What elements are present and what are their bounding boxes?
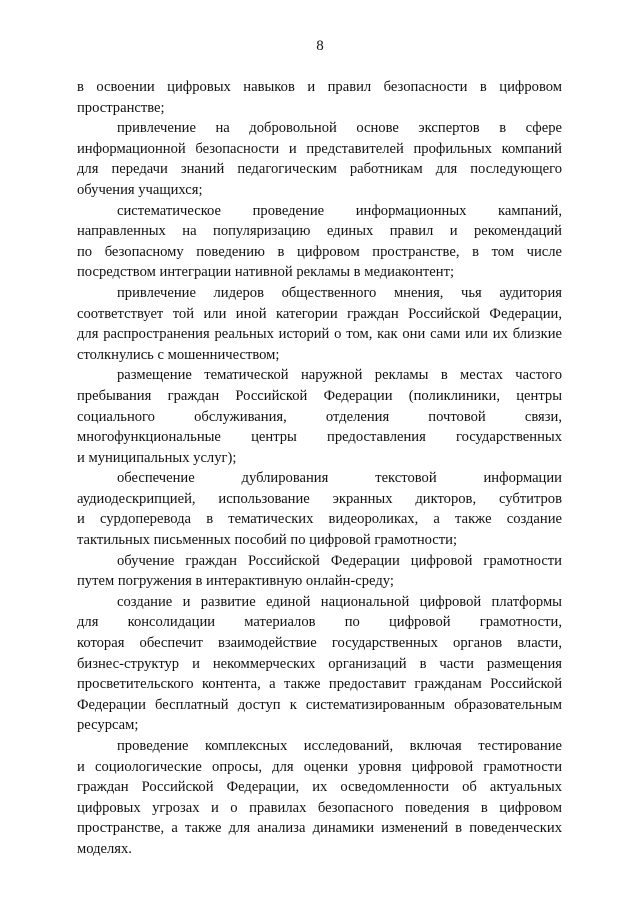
text-line: путем погружения в интерактивную онлайн-среду; [77,573,394,590]
text-line: посредством интеграции нативной рекламы в медиаконтент; [77,264,455,281]
text-line: моделях. [77,840,132,857]
text-line: направленных на популяризацию единых правил и рекомендаций [77,223,562,240]
body-text [77,77,562,860]
text-line: создание и развитие единой национальной цифровой платформы [117,593,562,610]
text-line: просветительского контента, а также предоставит гражданам Российской [77,676,562,693]
text-line: которая обеспечит взаимодействие государственных органов власти, [77,635,562,652]
text-line: обучения учащихся; [77,181,203,198]
page-number: 8 [316,38,324,54]
text-line: привлечение на добровольной основе экспертов в сфере [117,120,562,137]
text-line: граждан Российской Федерации, их осведомленности об актуальных [77,779,562,796]
text-line: систематическое проведение информационных кампаний, [117,202,562,219]
text-line: и социологические опросы, для оценки уровня цифровой грамотности [77,758,562,775]
text-line: пространстве; [77,99,165,116]
text-line: информационной безопасности и представителей профильных компаний [77,140,562,157]
text-line: по безопасному поведению в цифровом пространстве, в том числе [77,243,562,260]
text-line: ресурсам; [77,717,139,734]
text-line: пребывания граждан Российской Федерации (поликлиники, центры [77,387,562,404]
text-line: для передачи знаний педагогическим работникам для последующего [77,161,562,178]
text-line: для распространения реальных историй о том, как они сами или их близкие [77,326,562,343]
text-line: многофункциональные центры предоставления государственных [77,429,562,446]
text-line: цифровых угрозах и о правилах безопасного поведения в цифровом [77,799,562,816]
text-line: обучение граждан Российской Федерации цифровой грамотности [117,552,562,569]
text-line: размещение тематической наружной рекламы в местах частого [117,367,562,384]
text-line: Федерации бесплатный доступ к систематизированным образовательным [77,696,562,713]
text-line: проведение комплексных исследований, включая тестирование [117,738,562,754]
text-line: аудиодескрипцией, использование экранных дикторов, субтитров [77,490,562,507]
text-line: соответствует той или иной категории граждан Российской Федерации, [77,305,562,322]
text-line: в освоении цифровых навыков и правил безопасности в цифровом [77,79,562,95]
text-line: тактильных письменных пособий по цифровой грамотности; [77,532,458,549]
text-line: обеспечение дублирования текстовой информации [117,470,562,487]
text-line: для консолидации материалов по цифровой грамотности, [77,614,562,631]
text-line: бизнес-структур и некоммерческих организаций в части размещения [77,655,562,672]
text-line: столкнулись с мошенничеством; [77,346,280,363]
text-line: пространстве, а также для анализа динамики изменений в поведенческих [77,820,562,837]
text-line: социального обслуживания, отделения почтовой связи, [77,408,562,425]
text-line: и сурдоперевода в тематических видеороликах, а также создание [77,511,562,528]
text-line: и муниципальных услуг); [77,449,237,466]
text-line: привлечение лидеров общественного мнения, чья аудитория [117,284,562,301]
